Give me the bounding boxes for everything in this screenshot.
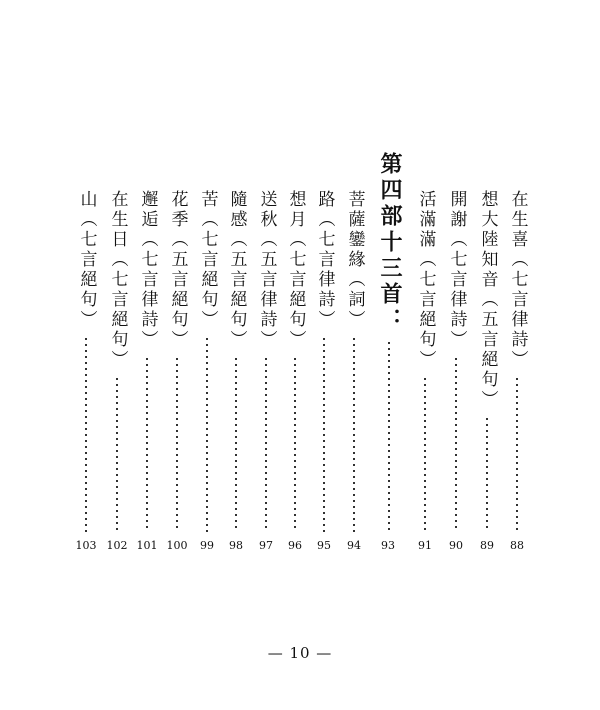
toc-entry-title: 菩薩鑾緣（詞） (344, 190, 365, 330)
toc-entry (441, 190, 471, 532)
toc-page-number: 103 (75, 539, 97, 552)
toc-page-number: 97 (259, 539, 273, 552)
toc-page-number: 101 (136, 539, 158, 552)
toc-entry (502, 190, 532, 532)
toc-entry-title: 想月（七言絕句） (285, 190, 306, 350)
toc-entry-title: 想大陸知音（五言絕句） (477, 190, 498, 410)
toc-page-number: 102 (106, 539, 128, 552)
toc-entry (102, 190, 132, 532)
leader-dots (85, 336, 87, 532)
toc-entry (472, 190, 502, 532)
toc-entry (132, 190, 162, 532)
toc-entry (71, 190, 101, 532)
leader-dots (176, 356, 178, 532)
toc-entry-title: 邂逅（七言律詩） (137, 190, 158, 350)
leader-dots (424, 376, 426, 532)
leader-dots (294, 356, 296, 532)
toc-entry (251, 190, 281, 532)
toc-section-heading (371, 152, 407, 532)
toc-page-number: 100 (166, 539, 188, 552)
toc-entry-title: 苦（七言絕句） (197, 190, 218, 330)
leader-dots (516, 376, 518, 532)
toc-page-number: 94 (347, 539, 361, 552)
toc-entry (339, 190, 369, 532)
toc-entry (192, 190, 222, 532)
section-title: 第四部十三首： (377, 152, 402, 334)
leader-dots (235, 356, 237, 532)
leader-dots (323, 336, 325, 532)
leader-dots (486, 416, 488, 532)
toc-entry (410, 190, 440, 532)
toc-entry-title: 送秋（五言律詩） (256, 190, 277, 350)
leader-dots (455, 356, 457, 532)
toc-page-number: 89 (480, 539, 494, 552)
toc-entry-title: 山（七言絕句） (76, 190, 97, 330)
toc-page-number: 93 (381, 539, 395, 552)
toc-page-number: 96 (288, 539, 302, 552)
leader-dots (265, 356, 267, 532)
toc-entry-title: 開謝（七言律詩） (446, 190, 467, 350)
page-footer-number: — 10 — (267, 644, 333, 662)
toc-entry-title: 花季（五言絕句） (167, 190, 188, 350)
toc-entry (221, 190, 251, 532)
toc-page-number: 98 (229, 539, 243, 552)
leader-dots (206, 336, 208, 532)
toc-entry-title: 路（七言律詩） (314, 190, 335, 330)
toc-page-number: 90 (449, 539, 463, 552)
toc-entry (280, 190, 310, 532)
toc-entry (162, 190, 192, 532)
toc-entry-title: 在生喜（七言律詩） (507, 190, 528, 370)
toc-entry-title: 活滿滿（七言絕句） (415, 190, 436, 370)
toc-entry-title: 隨感（五言絕句） (226, 190, 247, 350)
leader-dots (388, 340, 390, 532)
toc-page-number: 99 (200, 539, 214, 552)
toc-page-number: 91 (418, 539, 432, 552)
toc-page-number: 88 (510, 539, 524, 552)
toc-entry (309, 190, 339, 532)
leader-dots (116, 376, 118, 532)
toc-entry-title: 在生日（七言絕句） (107, 190, 128, 370)
leader-dots (146, 356, 148, 532)
toc-page-number: 95 (317, 539, 331, 552)
leader-dots (353, 336, 355, 532)
